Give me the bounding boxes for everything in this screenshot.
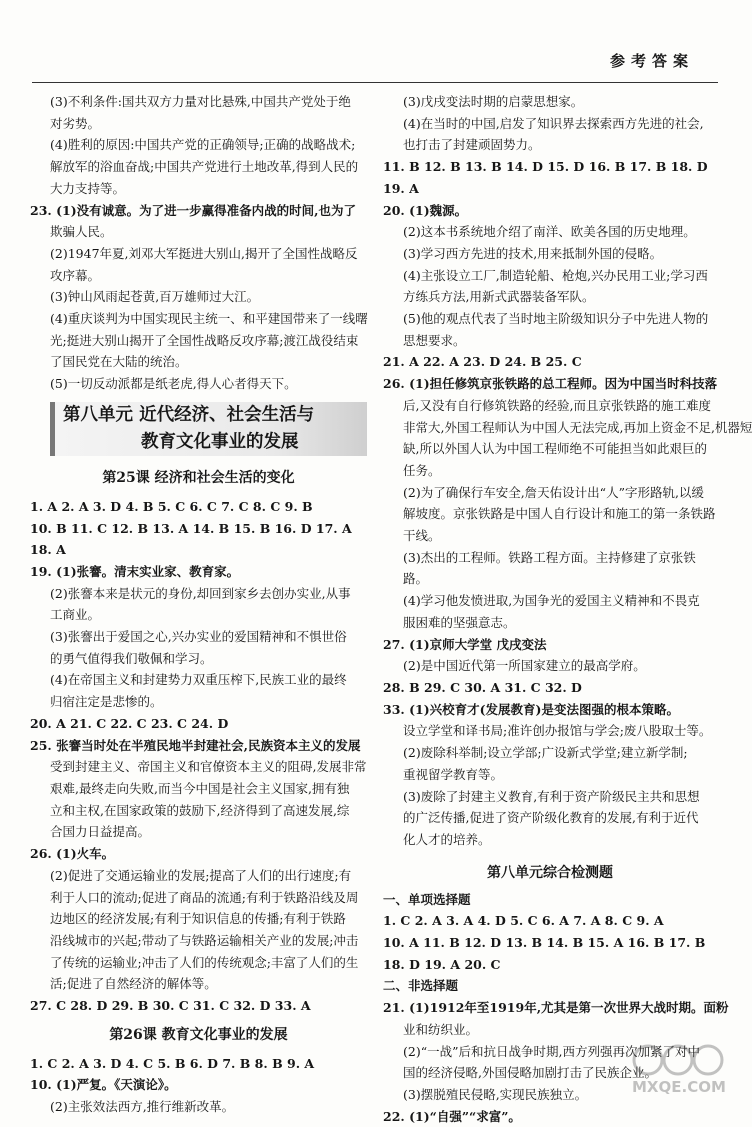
answer-line: 25. 张謇当时处在半殖民地半封建社会,民族资本主义的发展 (30, 737, 361, 753)
answer-line: 活;促进了自然经济的解体等。 (50, 976, 217, 992)
answer-line: (3)钟山风雨起苍黄,百万雄师过大江。 (50, 289, 260, 305)
answer-line: 服困难的坚强意志。 (403, 614, 516, 630)
answer-line: 20. A 21. C 22. C 23. C 24. D (30, 715, 229, 731)
answer-line: 一、单项选择题 (383, 891, 471, 907)
answer-line: 的广泛传播,促进了资产阶级化教育的发展,有利于近代 (403, 810, 699, 826)
answer-line: (2)废除科举制;设立学部;广设新式学堂;建立新学制; (403, 745, 688, 761)
left-column (30, 91, 367, 1118)
answer-line: (2)促进了交通运输业的发展;提高了人们的出行速度;有 (50, 867, 352, 883)
answer-line: 业和纺织业。 (403, 1021, 479, 1037)
answer-line: (2)张謇本来是状元的身份,却回到家乡去创办实业,从事 (50, 585, 351, 601)
answer-line: 工商业。 (50, 607, 101, 623)
answer-line: (3)杰出的工程师。铁路工程方面。主持修建了京张铁 (403, 549, 696, 565)
answer-line: 26. (1)火车。 (30, 846, 115, 862)
answer-line: 11. B 12. B 13. B 14. D 15. D 16. B 17. B 18. D (383, 159, 708, 175)
answer-line: 23. (1)没有诚意。为了进一步赢得准备内战的时间,也为了 (30, 202, 356, 218)
answer-line: 了国民党在大陆的统治。 (50, 354, 188, 370)
unit-title-line: 第八单元 近代经济、社会生活与 (63, 404, 315, 425)
answer-line: 合国力日益提高。 (50, 824, 151, 840)
answer-line: 艰难,最终走向失败,而当今中国是社会主义国家,拥有独 (50, 780, 350, 796)
answer-line: (2)1947年夏,刘邓大军挺进大别山,揭开了全国性战略反 (50, 245, 358, 261)
answer-line: 10. B 11. C 12. B 13. A 14. B 15. B 16. D 17. A (30, 520, 352, 536)
answer-line: 解放军的浴血奋战;中国共产党进行土地改革,得到人民的 (50, 159, 359, 175)
section-title: 第八单元综合检测题 (487, 864, 613, 881)
answer-line: 干线。 (403, 528, 441, 544)
answer-line: 18. A (30, 542, 66, 558)
answer-line: 化人才的培养。 (403, 831, 491, 847)
answer-line: (2)这本书系统地介绍了南洋、欧美各国的历史地理。 (403, 224, 696, 240)
answer-line: 27. C 28. D 29. B 30. C 31. C 32. D 33. A (30, 998, 311, 1014)
answer-line: 沿线城市的兴起;带动了与铁路运输相关产业的发展;冲击 (50, 932, 359, 948)
answer-line: (5)他的观点代表了当时地主阶级知识分子中先进人物的 (403, 311, 709, 327)
lesson-title: 第26课 教育文化事业的发展 (109, 1026, 288, 1043)
answer-line: 方练兵方法,用新式武器装备军队。 (403, 289, 595, 305)
answer-line: 设立学堂和译书局;准许创办报馆与学会;废八股取士等。 (403, 723, 712, 739)
answer-line: 10. A 11. B 12. D 13. B 14. B 15. A 16. B 17. B (383, 935, 706, 951)
answer-line: 的勇气值得我们敬佩和学习。 (50, 650, 213, 666)
answer-line: 利于人口的流动;促进了商品的流通;有利于铁路沿线及周 (50, 889, 359, 905)
answer-line: 受到封建主义、帝国主义和官僚资本主义的阻碍,发展非常 (50, 759, 367, 775)
answer-line: 国的经济侵略,外国侵略加剧打击了民族企业。 (403, 1065, 657, 1081)
header-rule (32, 82, 718, 83)
answer-line: (4)主张设立工厂,制造轮船、枪炮,兴办民用工业;学习西 (403, 267, 708, 283)
answer-line: 重视留学教育等。 (403, 766, 504, 782)
answer-line: 也打击了封建顽固势力。 (403, 137, 541, 153)
answer-line: 22. (1)“自强”“求富”。 (383, 1108, 521, 1124)
answer-line: 33. (1)兴校育才(发展教育)是变法图强的根本策略。 (383, 701, 679, 717)
answer-line: (3)张謇出于爱国之心,兴办实业的爱国精神和不惧世俗 (50, 629, 347, 645)
answer-line: 解坡度。京张铁路是中国人自行设计和施工的第一条铁路 (403, 506, 716, 522)
answer-line: 光;挺进大别山揭开了全国性战略反攻序幕;渡江战役结束 (50, 332, 359, 348)
answer-line: 路。 (403, 571, 429, 587)
answer-line: 18. D 19. A 20. C (383, 956, 501, 972)
right-column (383, 91, 752, 1127)
watermark-text: MXQE.COM (632, 1078, 726, 1096)
answer-line: 21. (1)1912年至1919年,尤其是第一次世界大战时期。面粉 (383, 1000, 729, 1016)
answer-line: 二、非选择题 (383, 978, 459, 994)
answer-line: 28. B 29. C 30. A 31. C 32. D (383, 679, 582, 695)
answer-line: (4)在帝国主义和封建势力双重压榨下,民族工业的最终 (50, 672, 347, 688)
answer-line: 非常大,外国工程师认为中国人无法完成,再加上资金不足,机器短 (403, 419, 752, 435)
answer-line: 19. A (383, 180, 419, 196)
answer-line: 欺骗人民。 (50, 224, 113, 240)
answer-line: (4)学习他发愤进取,为国争光的爱国主义精神和不畏克 (403, 593, 700, 609)
answer-line: (3)学习西方先进的技术,用来抵制外国的侵略。 (403, 245, 663, 261)
unit-title (50, 402, 367, 456)
answer-line: 1. C 2. A 3. A 4. D 5. C 6. A 7. A 8. C 9. A (383, 913, 664, 929)
answer-line: 思想要求。 (403, 332, 466, 348)
answer-line: 大力支持等。 (50, 180, 126, 196)
answer-line: (2)主张效法西方,推行维新改革。 (50, 1099, 235, 1115)
answer-line: (3)废除了封建主义教育,有利于资产阶级民主共和思想 (403, 788, 700, 804)
answer-line: (2)是中国近代第一所国家建立的最高学府。 (403, 658, 646, 674)
answer-line: (4)胜利的原因:中国共产党的正确领导;正确的战略战术; (50, 137, 356, 153)
answer-line: (5)一切反动派都是纸老虎,得人心者得天下。 (50, 376, 297, 392)
page-header: 参考答案 (609, 52, 694, 70)
answer-line: (3)摆脱殖民侵略,实现民族独立。 (403, 1086, 588, 1102)
answer-line: 19. (1)张謇。清末实业家、教育家。 (30, 563, 240, 579)
answer-line: 20. (1)魏源。 (383, 202, 468, 218)
answer-line: (3)戊戌变法时期的启蒙思想家。 (403, 94, 584, 109)
answer-line: 26. (1)担任修筑京张铁路的总工程师。因为中国当时科技落 (383, 376, 718, 392)
answer-line: (4)重庆谈判为中国实现民主统一、和平建国带来了一线曙 (50, 311, 368, 327)
answer-line: (2)为了确保行车安全,詹天佑设计出“人”字形路轨,以缓 (403, 484, 704, 500)
answer-line: (2)“一战”后和抗日战争时期,西方列强再次加紧了对中 (403, 1043, 700, 1059)
answer-line: 立和主权,在国家政策的鼓励下,经济得到了高速发展,综 (50, 802, 350, 818)
answer-line: 1. C 2. A 3. D 4. C 5. B 6. D 7. B 8. B 9. A (30, 1055, 315, 1071)
answer-line: 缺,所以外国人认为中国工程师绝不可能担当如此艰巨的 (403, 441, 707, 457)
answer-line: 21. A 22. A 23. D 24. B 25. C (383, 354, 582, 370)
answer-line: 边地区的经济发展;有利于知识信息的传播;有利于铁路 (50, 911, 346, 927)
answer-line: 攻序幕。 (50, 267, 101, 283)
answer-line: 对劣势。 (50, 115, 101, 131)
answer-line: 27. (1)京师大学堂 戊戌变法 (383, 636, 547, 652)
answer-line: 后,又没有自行修筑铁路的经验,而且京张铁路的施工难度 (403, 397, 711, 413)
answer-line: (4)在当时的中国,启发了知识界去探索西方先进的社会, (403, 115, 704, 131)
lesson-title: 第25课 经济和社会生活的变化 (102, 469, 295, 486)
answer-line: 归宿注定是悲惨的。 (50, 694, 163, 710)
unit-title-line: 教育文化事业的发展 (141, 431, 299, 452)
answer-line: 任务。 (403, 462, 441, 478)
answer-line: 了传统的运输业;冲击了人们的传统观念;丰富了人们的生 (50, 954, 359, 970)
answer-line: 10. (1)严复。《天演论》。 (30, 1077, 177, 1093)
watermark-logo (628, 1040, 738, 1098)
answer-line: (3)不利条件:国共双方力量对比悬殊,中国共产党处于绝 (50, 94, 351, 109)
answer-line: 1. A 2. A 3. D 4. B 5. C 6. C 7. C 8. C 9. B (30, 498, 313, 514)
